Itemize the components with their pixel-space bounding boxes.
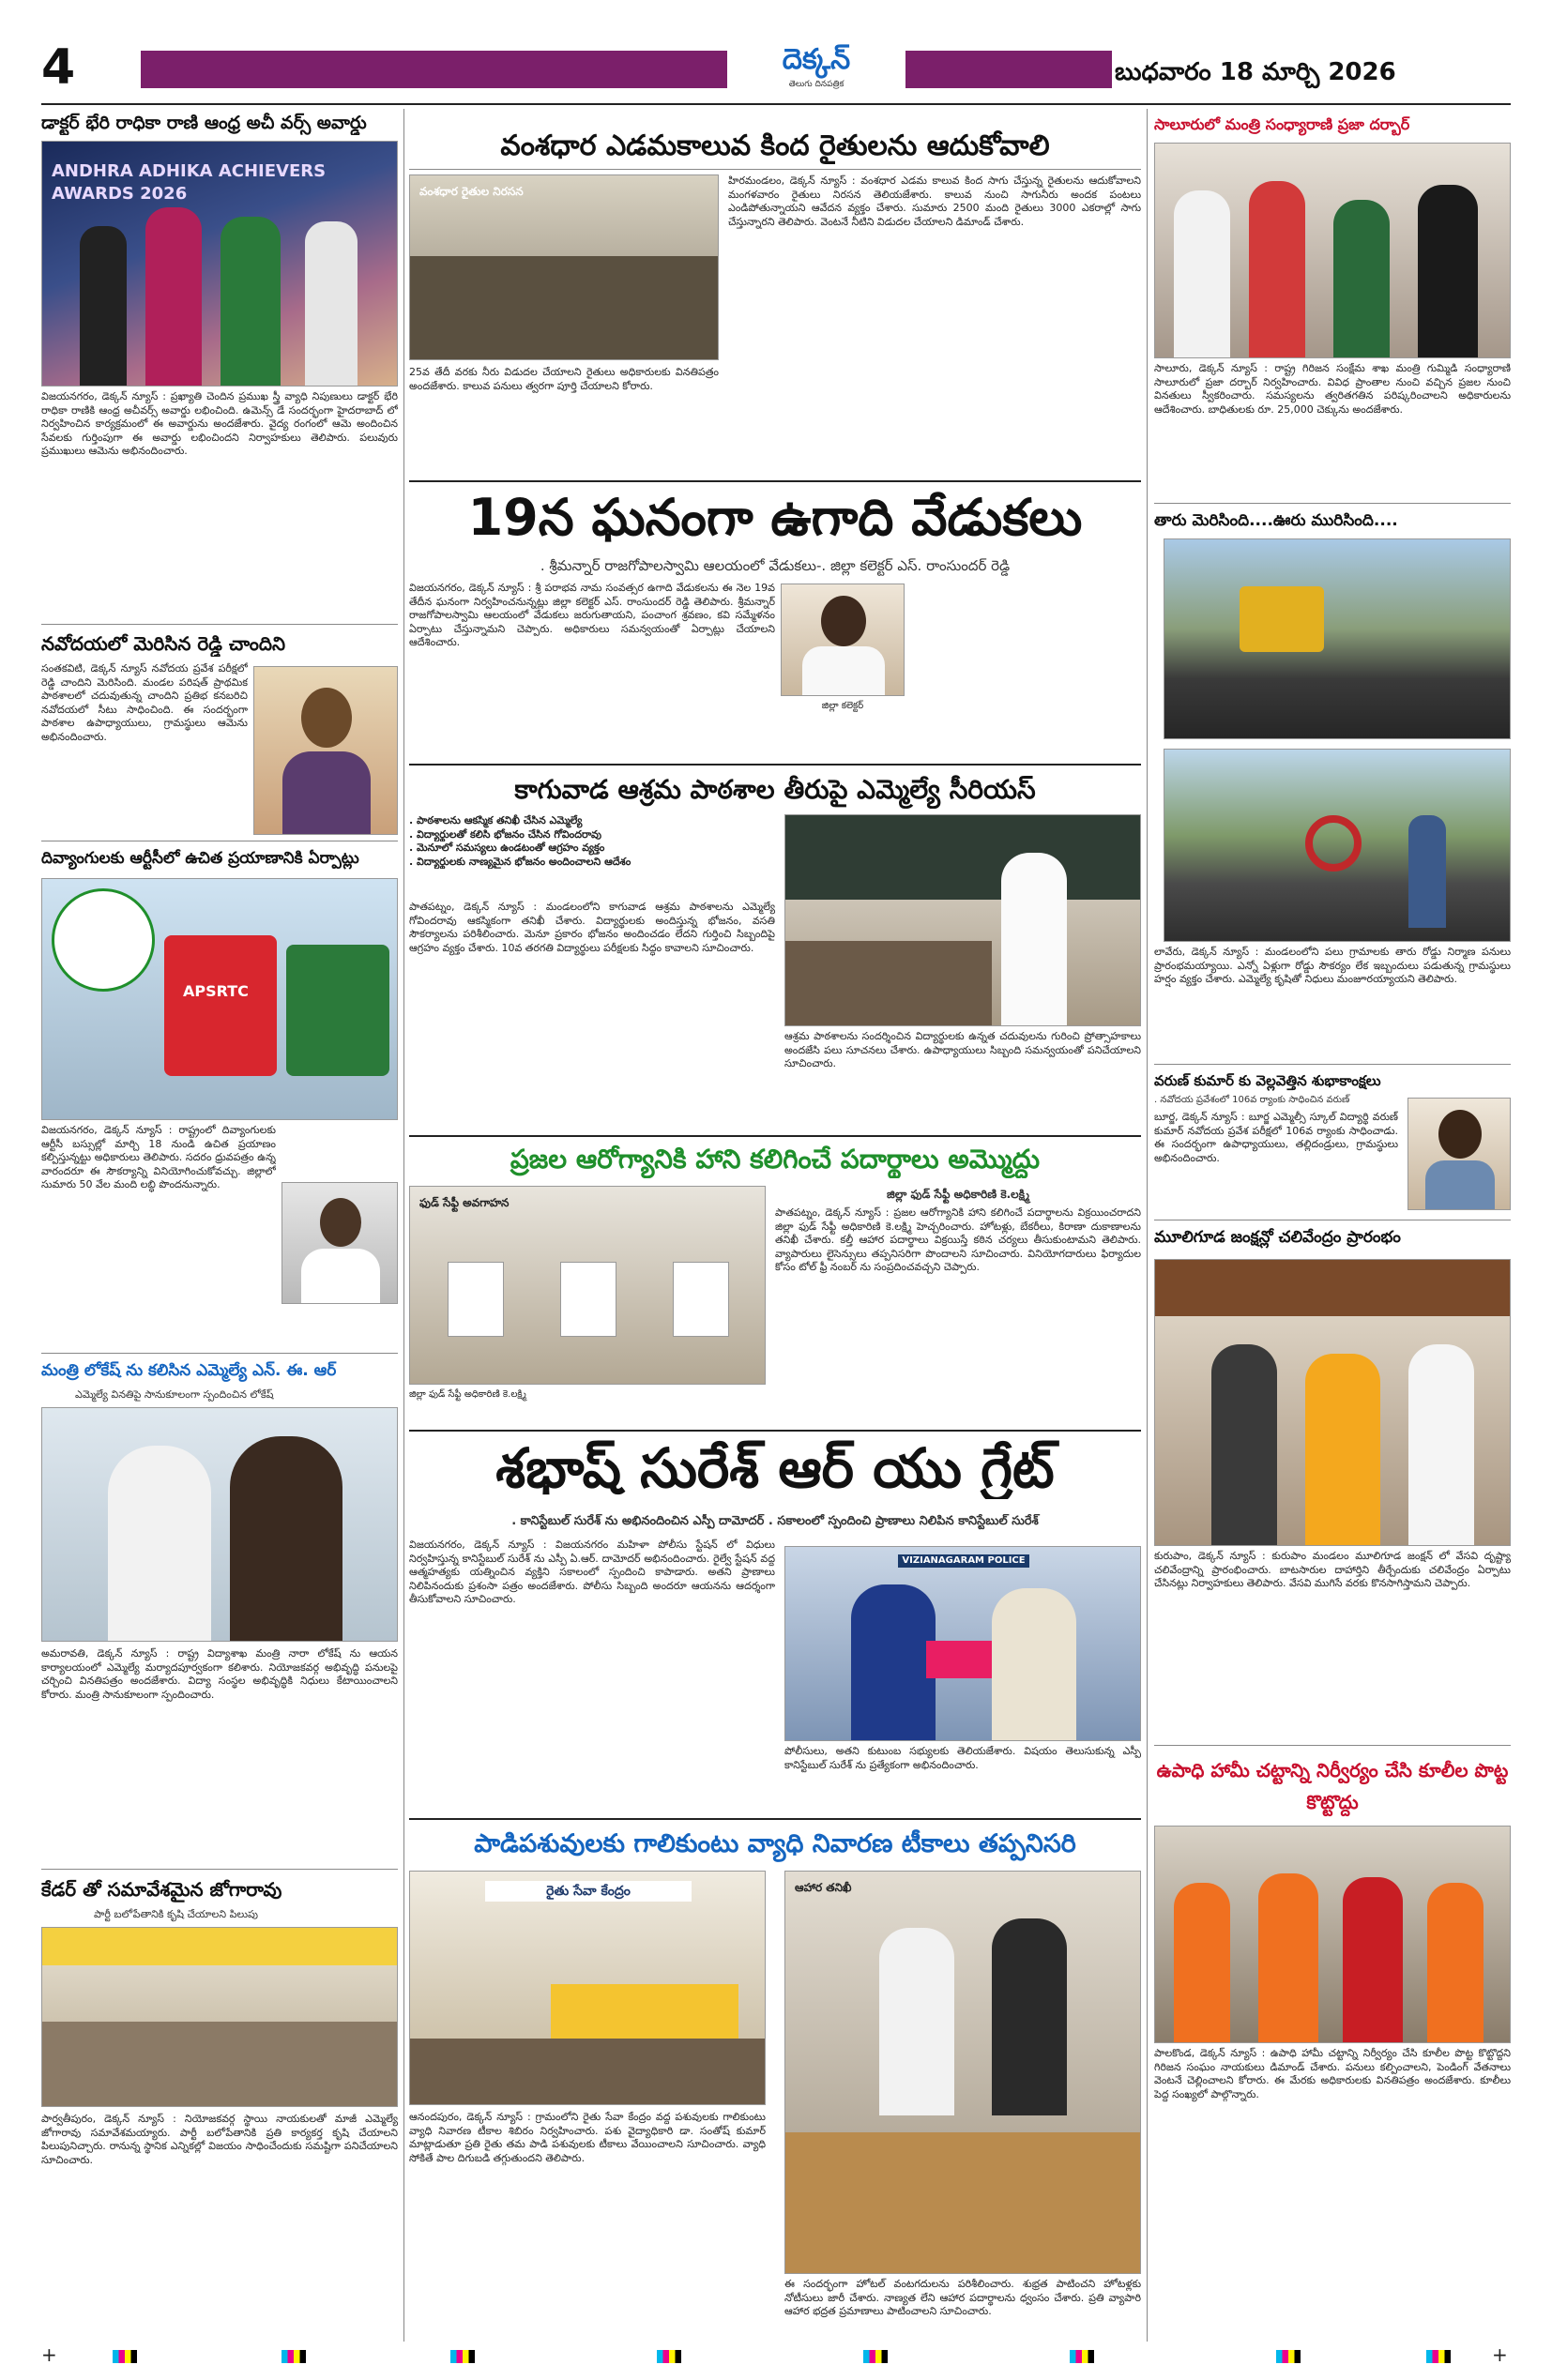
left-s3-body: విజయనగరం, డెక్కన్ న్యూస్ : రాష్ట్రంలో దివ్యాంగులకు ఆర్టీసీ బస్సుల్లో మార్చి 18 నుండి ఉచిత ప్రయాణం కల్పిస్తున్నట్టు అధికారులు తెలిపారు. సదరం ధ్రువపత్రం ఉన్న వారందరూ ఈ సౌకర్యాన్ని వినియోగించుకోవచ్చు. జిల్లాలో సుమారు 50 వేల మంది లబ్ధి పొందనున్నారు. [41, 1124, 276, 1190]
color-registration-bar [863, 2350, 888, 2363]
right-r3-subhead: . నవోదయ ప్రవేశంలో 106వ ర్యాంకు సాధించిన వరుణ్ [1154, 1095, 1350, 1105]
divider [41, 624, 398, 625]
poster-shape [673, 1262, 729, 1337]
girl-photo [253, 666, 398, 835]
person-silhouette [80, 226, 127, 386]
certificate [926, 1641, 992, 1678]
page-number: 4 [41, 39, 76, 96]
masthead-bar-left [141, 51, 727, 88]
right-r1-body: సాలూరు, డెక్కన్ న్యూస్ : రాష్ట్ర గిరిజన సంక్షేమ శాఖ మంత్రి గుమ్మిడి సంధ్యారాణి సాలూరులో ప్రజా దర్బార్ నిర్వహించారు. వివిధ ప్రాంతాల నుంచి వచ్చిన ప్రజల నుంచి వినతులు స్వీకరించారు. సమస్యలను త్వరితగతిన పరిష్కరించాలని అధికారులను ఆదేశించారు. బాధితులకు రూ. 25,000 చెక్కును అందజేశారు. [1154, 362, 1511, 416]
divider [409, 764, 1141, 766]
counter-shape [785, 2132, 1141, 2273]
rythu-seva-board: రైతు సేవా కేంద్రం [485, 1881, 692, 1902]
food-safety-photo [409, 1186, 766, 1385]
center-a5-caption: పోలీసులు, అతని కుటుంబ సభ్యులకు తెలియజేశారు. విషయం తెలుసుకున్న ఎస్పీ కానిస్టేబుల్ సురేశ్ ను ప్రత్యేకంగా అభినందించారు. [784, 1745, 1141, 1771]
farmers-protest-photo [409, 174, 719, 360]
center-a3-caption: ఆశ్రమ పాఠశాలను సందర్శించిన విద్యార్థులకు ఉన్నత చదువులను గురించి ప్రోత్సాహకాలు అందజేసి పలు సూచనలు చేశారు. ఉపాధ్యాయులు సిబ్బంది సమన్వయంతో పనిచేయాలని సూచించారు. [784, 1030, 1141, 1069]
color-registration-bar [450, 2350, 475, 2363]
bullet-item: . మెనూలో సమస్యలు ఉండటంతో ఆగ్రహం వ్యక్తం [409, 841, 605, 854]
road-photo-1 [1164, 538, 1511, 739]
left-s5-headline: కేడర్ తో సమావేశమైన జోగారావు [41, 1878, 282, 1901]
right-r4-headline: మూలిగూడ జంక్షన్లో చలివేంద్రం ప్రారంభం [1154, 1228, 1401, 1247]
divider [409, 1430, 1141, 1432]
person-silhouette [108, 1446, 211, 1642]
person-silhouette [1174, 1883, 1230, 2043]
person-silhouette [1427, 1883, 1484, 2043]
person-silhouette [992, 1918, 1067, 2115]
left-s4-headline: మంత్రి లోకేష్ ను కలిసిన ఎమ్మెల్యే ఎన్. ఈ. ఆర్ [41, 1361, 337, 1380]
bullet-item: . విద్యార్థులతో కలిసి భోజనం చేసిన గోవిందరావు [409, 827, 601, 841]
person-silhouette [145, 207, 202, 386]
boy-body [1425, 1160, 1495, 1210]
girl-body [282, 751, 371, 835]
food-photo-label: ఫుడ్ సేఫ్టీ అవగాహన [419, 1196, 510, 1209]
center-a5-subhead: . కానిస్టేబుల్ సురేశ్ ను అభినందించిన ఎస్పీ దామోదర్ . సకాలంలో స్పందించి ప్రాణాలు నిలిపిన కానిస్టేబుల్ సురేశ్ [511, 1514, 1039, 1528]
person-silhouette [1174, 190, 1230, 358]
farmers-photo-label: వంశధార రైతుల నిరసన [419, 185, 524, 198]
logo-tagline: తెలుగు దినపత్రిక [788, 80, 844, 89]
collector-head [821, 596, 866, 646]
divider [1154, 1745, 1511, 1746]
blackboard [785, 815, 1141, 900]
person-silhouette [1333, 200, 1390, 358]
center-a6-body: ఆనందపురం, డెక్కన్ న్యూస్ : గ్రామంలోని రైతు సేవా కేంద్రం వద్ద పశువులకు గాలికుంటు వ్యాధి నివారణ టీకాల శిబిరం నిర్వహించారు. పశు వైద్యాధికారి డా. సంతోష్ కుమార్ మాట్లాడుతూ ప్రతి రైతు తమ పాడి పశువులకు టీకాలు వేయించాలని సూచించారు. వ్యాధి సోకితే పాల దిగుబడి తగ్గుతుందని తెలిపారు. [409, 2111, 766, 2164]
left-s4-body: అమరావతి, డెక్కన్ న్యూస్ : రాష్ట్ర విద్యాశాఖ మంత్రి నారా లోకేష్ ను ఆయన కార్యాలయంలో ఎమ్మెల్యే మర్యాదపూర్వకంగా కలిశారు. నియోజకవర్గ అభివృద్ధి పనులపై చర్చించి వినతిపత్రం అందజేశారు. విద్యా సంస్థల అభివృద్ధికి నిధులు కేటాయించాలని కోరారు. మంత్రి సానుకూలంగా స్పందించారు. [41, 1647, 398, 1701]
cadre-meeting-photo [41, 1927, 398, 2107]
left-s5-body: పార్వతీపురం, డెక్కన్ న్యూస్ : నియోజకవర్గ స్థాయి నాయకులతో మాజీ ఎమ్మెల్యే జోగారావు సమావేశమయ్యారు. పార్టీ బలోపేతానికి ప్రతి కార్యకర్త కృషి చేయాలని పిలుపునిచ్చారు. రానున్న స్థానిక ఎన్నికల్లో విజయం సాధించేందుకు సమష్టిగా పనిచేయాలని సూచించారు. [41, 2113, 398, 2166]
person-silhouette [1408, 1344, 1474, 1546]
kitchen-inspection-photo [784, 1871, 1141, 2274]
crop-mark-plus: + [1492, 2343, 1508, 2366]
center-a3-body: పాతపట్నం, డెక్కన్ న్యూస్ : మండలంలోని కాగువాడ ఆశ్రమ పాఠశాలను ఎమ్మెల్యే గోవిందరావు ఆకస్మికంగా తనిఖీ చేశారు. విద్యార్థులకు అందిస్తున్న భోజనం, వసతి సౌకర్యాలను పరిశీలించారు. మెనూ ప్రకారం భోజనం అందించడం లేదని గుర్తించి సిబ్బందిపై ఆగ్రహం వ్యక్తం చేశారు. 10వ తరగతి విద్యార్థులు పరీక్షలకు సిద్ధం కావాలని సూచించారు. [409, 901, 775, 954]
color-registration-bar [281, 2350, 306, 2363]
center-a1-caption: 25వ తేదీ వరకు నీరు విడుదల చేయాలని రైతులు అధికారులకు వినతిపత్రం అందజేశారు. కాలువ పనులు త్వరగా పూర్తి చేయాలని కోరారు. [409, 366, 719, 392]
official-photo [281, 1182, 398, 1304]
bus-shape [286, 945, 389, 1076]
police-banner: VIZIANAGARAM POLICE [898, 1554, 1029, 1568]
person-silhouette [1249, 181, 1305, 358]
bullet-item: . విద్యార్థులకు నాణ్యమైన భోజనం అందించాలని ఆదేశం [409, 855, 631, 868]
left-s2-headline: నవోదయలో మెరిసిన రెడ్డి చాందిని [41, 632, 286, 655]
poster-shape [560, 1262, 616, 1337]
color-registration-bar [113, 2350, 137, 2363]
official-head [320, 1198, 361, 1247]
person-silhouette [1418, 185, 1478, 358]
road-roller [1240, 586, 1324, 652]
center-a2-subhead: . శ్రీమన్నార్ రాజగోపాలస్వామి ఆలయంలో వేడుకలు-. జిల్లా కలెక్టర్ ఎస్. రాంసుందర్ రెడ్డి [540, 557, 1011, 574]
right-r3-headline: వరుణ్ కుమార్ కు వెల్లవెత్తిన శుభాకాంక్షలు [1154, 1072, 1381, 1089]
person-silhouette [1305, 1354, 1380, 1546]
color-registration-bar [1426, 2350, 1451, 2363]
stage-banner [42, 1928, 398, 1965]
left-s5-subhead: పార్టీ బలోపేతానికి కృషి చేయాలని పిలుపు [94, 1908, 258, 1920]
crop-mark-plus: + [41, 2343, 57, 2366]
center-a4-body-left: జిల్లా ఫుడ్ సేఫ్టీ అధికారిణి కె.లక్ష్మి [409, 1389, 526, 1400]
award-photo [41, 141, 398, 387]
lokesh-meeting-photo [41, 1407, 398, 1642]
center-a6-headline: పాడిపశువులకు గాలికుంటు వ్యాధి నివారణ టీకాలు తప్పనిసరి [474, 1829, 1076, 1858]
center-a2-headline: 19న ఘనంగా ఉగాది వేడుకలు [467, 488, 1083, 547]
right-r4-body: కురుపాం, డెక్కన్ న్యూస్ : కురుపాం మండలం మూలిగూడ జంక్షన్ లో వేసవి దృష్ట్యా చలివేంద్రాన్ని ప్రారంభించారు. బాటసారుల దాహార్తిని తీర్చేందుకు చలివేంద్రం ఏర్పాటు చేసినట్లు నిర్వాహకులు తెలిపారు. వేసవి ముగిసే వరకు కొనసాగిస్తామని చెప్పారు. [1154, 1550, 1511, 1589]
person-silhouette [230, 1436, 342, 1642]
center-a3-bullets [409, 814, 775, 899]
divider [409, 480, 1141, 482]
crowd-shape [42, 2022, 398, 2106]
collector-body [802, 646, 885, 696]
left-s2-body: సంతకవిటి, డెక్కన్ న్యూస్ నవోదయ ప్రవేశ పరీక్షలో రెడ్డి చాందిని మెరిసింది. మండల పరిషత్ ప్రాథమిక పాఠశాలలో చదువుతున్న చాందిని ప్రతిభ కనబరిచి నవోదయలో సీటు సాధించింది. ఈ సందర్భంగా పాఠశాల ఉపాధ్యాయులు, గ్రామస్థులు ఆమెను అభినందించారు. [41, 662, 248, 743]
person-silhouette [1001, 853, 1067, 1026]
right-r2-headline: తారు మెరిసింది....ఊరు మురిసింది.... [1154, 511, 1398, 530]
bus-shape [164, 935, 277, 1076]
bullet-item: . పాఠశాలను ఆకస్మిక తనిఖీ చేసిన ఎమ్మెల్యే [409, 814, 583, 826]
center-a5-body: విజయనగరం, డెక్కన్ న్యూస్ : విజయనగరం మహిళా పోలీసు స్టేషన్ లో విధులు నిర్వహిస్తున్న కానిస్టేబుల్ సురేశ్ ను ఎస్పీ ఏ.ఆర్. దామోదర్ అభినందించారు. రైల్వే స్టేషన్ వద్ద ఆత్మహత్యకు యత్నించిన వ్యక్తిని సకాలంలో స్పందించి కాపాడారు. అతని ప్రాణాలు నిలిపినందుకు ప్రశంసా పత్రం అందజేశారు. పోలీసు సిబ్బంది అందరూ ఆయనను ఆదర్శంగా తీసుకోవాలని సూచించారు. [409, 1539, 775, 1605]
person-silhouette [1343, 1877, 1403, 2043]
person-silhouette [1258, 1873, 1318, 2043]
color-registration-bar [657, 2350, 681, 2363]
center-a4-subhead: జిల్లా ఫుడ్ సేఫ్టీ అధికారిణి కె.లక్ష్మి [887, 1188, 1029, 1201]
left-s1-body: విజయనగరం, డెక్కన్ న్యూస్ : ప్రఖ్యాతి చెందిన ప్రముఖ స్త్రీ వ్యాధి నిపుణులు డాక్టర్ భేరి రాధికా రాణికి ఆంధ్ర అచీవర్స్ అవార్డు లభించింది. ఉమెన్స్ డే సందర్భంగా హైదరాబాద్ లో నిర్వహించిన కార్యక్రమంలో ఈ అవార్డును అందజేశారు. వైద్య రంగంలో ఆమె అందించిన సేవలకు గుర్తింపుగా ఈ అవార్డు లభించిందని నిర్వాహకులు తెలిపారు. పలువురు ప్రముఖులు ఆమెను అభినందించారు. [41, 390, 398, 457]
rythu-seva-photo [409, 1871, 766, 2105]
masthead-bar-right [905, 51, 1112, 88]
road-photo-2 [1164, 749, 1511, 942]
award-photo-banner: ANDHRA ADHIKA ACHIEVERS AWARDS 2026 [52, 161, 327, 204]
left-s1-headline: డాక్టర్ భేరి రాధికా రాణి ఆంధ్ర అచీ వర్స్ అవార్డు [41, 113, 367, 133]
banner-shape [551, 1984, 738, 2040]
labourers-protest-photo [1154, 1826, 1511, 2043]
divider [409, 1135, 1141, 1137]
center-a6-body-2: ఈ సందర్భంగా హోటల్ వంటగదులను పరిశీలించారు. శుభ్రత పాటించని హోటళ్లకు నోటీసులు జారీ చేశారు. నాణ్యత లేని ఆహార పదార్థాలను ధ్వంసం చేశారు. ప్రతి వ్యాపారి ఆహార భద్రత ప్రమాణాలు పాటించాలని సూచించారు. [784, 2278, 1141, 2317]
collector-photo [781, 584, 905, 696]
left-s4-subhead: ఎమ్మెల్యే వినతిపై సానుకూలంగా స్పందించిన లోకేష్ [75, 1388, 274, 1401]
boy-photo [1407, 1098, 1511, 1210]
left-s3-headline: దివ్యాంగులకు ఆర్టీసీలో ఉచిత ప్రయాణానికి ఏర్పాట్లు [41, 849, 359, 868]
crowd-shape [785, 941, 992, 1025]
divider [41, 1869, 398, 1870]
girl-head [301, 688, 352, 748]
right-r3-body: బూర్జ, డెక్కన్ న్యూస్ : బూర్జ ఎమ్మెల్సీ స్కూల్ విద్యార్థి వరుణ్ కుమార్ నవోదయ ప్రవేశ పరీక్షలో 106వ ర్యాంకు సాధించాడు. ఈ సందర్భంగా ఉపాధ్యాయులు, తల్లిదండ్రులు, గ్రామస్థులు అభినందించారు. [1154, 1111, 1398, 1164]
right-r5-body: పాలకొండ, డెక్కన్ న్యూస్ : ఉపాధి హామీ చట్టాన్ని నిర్వీర్యం చేసి కూలీల పొట్ట కొట్టొద్దని గిరిజన సంఘం నాయకులు డిమాండ్ చేశారు. పనులు కల్పించాలని, పెండింగ్ వేతనాలు వెంటనే చెల్లించాలని కోరారు. ఈ మేరకు అధికారులకు వినతిపత్రం అందజేశారు. కూలీలు పెద్ద సంఖ్యలో పాల్గొన్నారు. [1154, 2047, 1511, 2100]
person-silhouette [879, 1928, 954, 2115]
machine-wheel [1305, 815, 1362, 872]
poster-shape [448, 1262, 504, 1337]
police-award-photo [784, 1546, 1141, 1741]
chalivendram-photo [1154, 1259, 1511, 1546]
praja-darbar-photo [1154, 143, 1511, 358]
divider [1154, 503, 1511, 504]
bus-photo-label: APSRTC [183, 982, 249, 1000]
masthead-date: బుధవారం 18 మార్చి 2026 [1115, 58, 1396, 86]
divider [409, 169, 1141, 170]
center-a1-body: హిరమండలం, డెక్కన్ న్యూస్ : వంశధార ఎడమ కాలువ కింద సాగు చేస్తున్న రైతులను ఆదుకోవాలని మంగళవారం రైతులు నిరసన తెలియజేశారు. కాలువ నుంచి సాగునీరు అందక పంటలు ఎండిపోతున్నాయని ఆవేదన వ్యక్తం చేశారు. సుమారు 2500 మంది రైతులు 3000 ఎకరాల్లో సాగు చేస్తున్నారని తెలిపారు. వెంటనే నీటిని విడుదల చేయాలని డిమాండ్ చేశారు. [728, 174, 1141, 228]
divider [1154, 1064, 1511, 1065]
column-rule-right [1147, 109, 1148, 2342]
official-body [301, 1249, 380, 1304]
divider [409, 1818, 1141, 1820]
person-silhouette [221, 217, 281, 386]
right-r1-headline: సాలూరులో మంత్రి సంధ్యారాణి ప్రజా దర్బార్ [1154, 115, 1410, 133]
person-silhouette [1408, 815, 1446, 928]
column-rule-left [403, 109, 404, 2342]
masthead-bottom-rule [41, 103, 1511, 105]
center-a2-body-2: జిల్లా కలెక్టర్ [821, 701, 864, 711]
person-silhouette [305, 221, 358, 386]
person-silhouette [1211, 1344, 1277, 1546]
divider [41, 1353, 398, 1354]
center-a2-body: విజయనగరం, డెక్కన్ న్యూస్ : శ్రీ పరాభవ నామ సంవత్సర ఉగాది వేడుకలను ఈ నెల 19వ తేదీన ఘనంగా నిర్వహించనున్నట్లు జిల్లా కలెక్టర్ ఎస్. రాంసుందర్ రెడ్డి తెలిపారు. శ్రీమన్నార్ రాజగోపాలస్వామి ఆలయంలో వేడుకలు జరుగుతాయని, పంచాంగ శ్రవణం, కవి సమ్మేళనం ఏర్పాటు చేస్తున్నామని చెప్పారు. అధికారులు సమన్వయంతో ఏర్పాట్లు చేయాలని ఆదేశించారు. [409, 582, 775, 648]
right-r5-headline: ఉపాధి హామీ చట్టాన్ని నిర్వీర్యం చేసి కూలీల పొట్ట కొట్టొద్దు [1156, 1759, 1509, 1813]
center-a5-headline: శభాష్ సురేశ్ ఆర్ యు గ్రేట్ [495, 1437, 1055, 1499]
center-a1-headline: వంశధార ఎడమకాలువ కింద రైతులను ఆదుకోవాలి [500, 129, 1050, 162]
bus-photo [41, 878, 398, 1120]
center-a3-headline: కాగువాడ ఆశ్రమ పాఠశాల తీరుపై ఎమ్మెల్యే సీరియస్ [514, 774, 1036, 805]
person-silhouette [851, 1584, 936, 1741]
logo: దెక్కన్ [782, 43, 851, 76]
crowd-shape [410, 2039, 766, 2104]
masthead [0, 0, 1552, 105]
person-silhouette [992, 1588, 1076, 1741]
school-inspection-photo [784, 814, 1141, 1026]
masthead-logo-box [727, 41, 905, 99]
crowd-shape [410, 256, 719, 359]
food-photo-label: ఆహార తనిఖీ [795, 1881, 852, 1894]
center-a4-body: పాతపట్నం, డెక్కన్ న్యూస్ : ప్రజల ఆరోగ్యానికి హాని కలిగించే పదార్థాలను విక్రయించరాదని జిల్లా ఫుడ్ సేఫ్టీ అధికారిణి కె.లక్ష్మి హెచ్చరించారు. హోటళ్లు, బేకరీలు, కిరాణా దుకాణాలను తనిఖీ చేశారు. కల్తీ ఆహార పదార్థాలు విక్రయిస్తే కఠిన చర్యలు తీసుకుంటామని తెలిపారు. వ్యాపారులు లైసెన్సులు తప్పనిసరిగా పొందాలని సూచించారు. వినియోగదారులు ఫిర్యాదుల కోసం టోల్ ఫ్రీ నంబర్ ను సంప్రదించవచ్చని చెప్పారు. [775, 1206, 1141, 1273]
boy-head [1438, 1110, 1482, 1159]
color-registration-bar [1276, 2350, 1301, 2363]
center-a4-headline: ప్రజల ఆరోగ్యానికి హాని కలిగించే పదార్థాలు అమ్మొద్దు [510, 1144, 1041, 1175]
color-registration-bar [1070, 2350, 1094, 2363]
right-r2-body: లావేరు, డెక్కన్ న్యూస్ : మండలంలోని పలు గ్రామాలకు తారు రోడ్డు నిర్మాణ పనులు ప్రారంభమయ్యాయి. ఎన్నో ఏళ్లుగా రోడ్డు సౌకర్యం లేక ఇబ్బందులు పడుతున్న గ్రామస్థులు హర్షం వ్యక్తం చేశారు. ఎమ్మెల్యే కృషితో నిధులు మంజూరయ్యాయని తెలిపారు. [1154, 946, 1511, 985]
apsrtc-logo [52, 888, 155, 992]
banner-shape [1155, 1260, 1511, 1316]
